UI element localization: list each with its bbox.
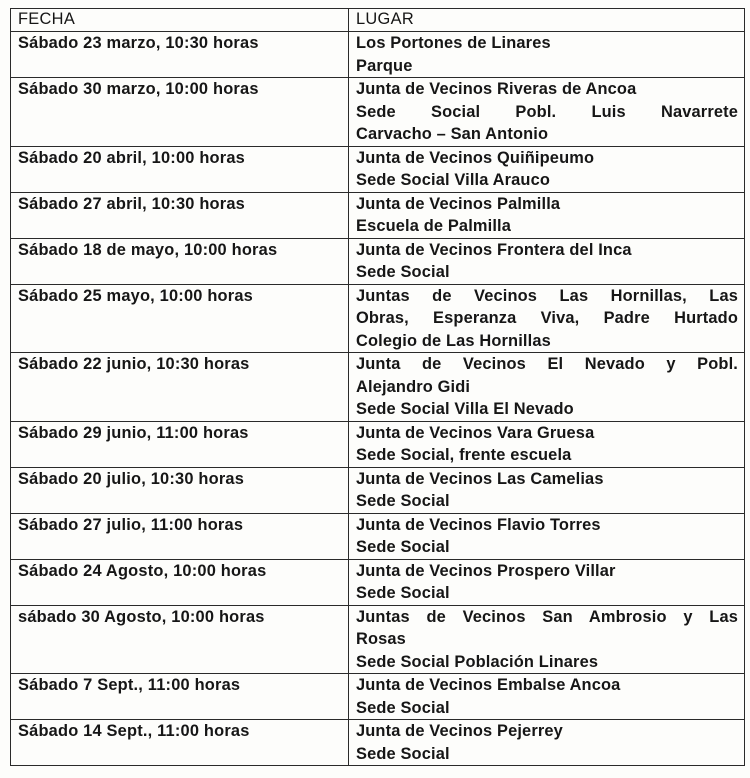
place-cell (349, 513, 745, 559)
table-row (11, 78, 745, 147)
place-cell (349, 559, 745, 605)
place-cell (349, 32, 745, 78)
date-cell: Sábado 22 junio, 10:30 horas (11, 353, 349, 422)
header-lugar: LUGAR (349, 9, 745, 32)
place-line: Sede Social (356, 698, 450, 717)
table-row (11, 720, 745, 766)
table-row (11, 421, 745, 467)
header-fecha: FECHA (11, 9, 349, 32)
table-row (11, 605, 745, 674)
place-line: Sede Social Pobl. Luis Navarrete (356, 102, 738, 121)
date-cell: Sábado 23 marzo, 10:30 horas (11, 32, 349, 78)
date-cell: Sábado 14 Sept., 11:00 horas (11, 720, 349, 766)
place-line: Alejandro Gidi (356, 377, 471, 396)
place-line: Sede Social (356, 538, 450, 556)
place-line: Parque (356, 56, 413, 75)
place-cell (349, 720, 745, 766)
place-line: Junta de Vecinos Las Camelias (356, 469, 604, 488)
table-row (11, 467, 745, 513)
date-cell: Sábado 25 mayo, 10:00 horas (11, 284, 349, 353)
place-line: Sede Social (356, 744, 450, 763)
place-line: Sede Social (356, 492, 450, 510)
date-cell: sábado 30 Agosto, 10:00 horas (11, 605, 349, 674)
date-cell: Sábado 29 junio, 11:00 horas (11, 421, 349, 467)
table-row (11, 284, 745, 353)
place-line: Junta de Vecinos Embalse Ancoa (356, 676, 621, 694)
place-line: Junta de Vecinos Quiñipeumo (356, 148, 595, 167)
table-row (11, 32, 745, 78)
table-header-row (11, 9, 745, 32)
date-cell: Sábado 20 julio, 10:30 horas (11, 467, 349, 513)
schedule-table (10, 8, 745, 766)
place-cell (349, 238, 745, 284)
place-line: Obras, Esperanza Viva, Padre Hurtado (356, 309, 738, 327)
schedule-body (11, 32, 745, 766)
table-row (11, 353, 745, 422)
place-line: Junta de Vecinos Vara Gruesa (356, 423, 595, 442)
place-line: Junta de Vecinos Frontera del Inca (356, 240, 632, 259)
date-cell: Sábado 18 de mayo, 10:00 horas (11, 238, 349, 284)
date-cell: Sábado 20 abril, 10:00 horas (11, 146, 349, 192)
table-row (11, 674, 745, 720)
place-line: Sede Social (356, 584, 450, 602)
date-cell: Sábado 30 marzo, 10:00 horas (11, 78, 349, 147)
table-row (11, 238, 745, 284)
place-cell (349, 353, 745, 422)
place-line: Escuela de Palmilla (356, 217, 511, 235)
place-line: Sede Social Población Linares (356, 652, 599, 671)
place-line: Junta de Vecinos Prospero Villar (356, 561, 616, 580)
place-line: Carvacho – San Antonio (356, 125, 549, 143)
place-line: Los Portones de Linares (356, 34, 551, 52)
place-line: Sede Social Villa El Nevado (356, 400, 574, 418)
place-line: Junta de Vecinos Flavio Torres (356, 515, 601, 534)
place-cell (349, 78, 745, 147)
place-line: Junta de Vecinos Pejerrey (356, 722, 563, 740)
place-line: Junta de Vecinos Palmilla (356, 194, 561, 213)
place-line: Sede Social Villa Arauco (356, 171, 550, 189)
place-cell (349, 146, 745, 192)
place-line: Junta de Vecinos El Nevado y Pobl. (356, 355, 738, 373)
place-line: Rosas (356, 630, 406, 648)
place-cell (349, 192, 745, 238)
place-cell (349, 284, 745, 353)
place-cell (349, 605, 745, 674)
place-line: Juntas de Vecinos Las Hornillas, Las (356, 286, 738, 305)
date-cell: Sábado 27 julio, 11:00 horas (11, 513, 349, 559)
table-row (11, 513, 745, 559)
date-cell: Sábado 7 Sept., 11:00 horas (11, 674, 349, 720)
place-line: Sede Social (356, 263, 450, 281)
place-cell (349, 674, 745, 720)
place-line: Juntas de Vecinos San Ambrosio y Las (356, 607, 738, 626)
place-line: Junta de Vecinos Riveras de Ancoa (356, 80, 637, 98)
place-line: Colegio de Las Hornillas (356, 331, 551, 350)
table-row (11, 559, 745, 605)
place-line: Sede Social, frente escuela (356, 446, 572, 464)
date-cell: Sábado 27 abril, 10:30 horas (11, 192, 349, 238)
date-cell: Sábado 24 Agosto, 10:00 horas (11, 559, 349, 605)
place-cell (349, 467, 745, 513)
place-cell (349, 421, 745, 467)
table-row (11, 192, 745, 238)
table-row (11, 146, 745, 192)
